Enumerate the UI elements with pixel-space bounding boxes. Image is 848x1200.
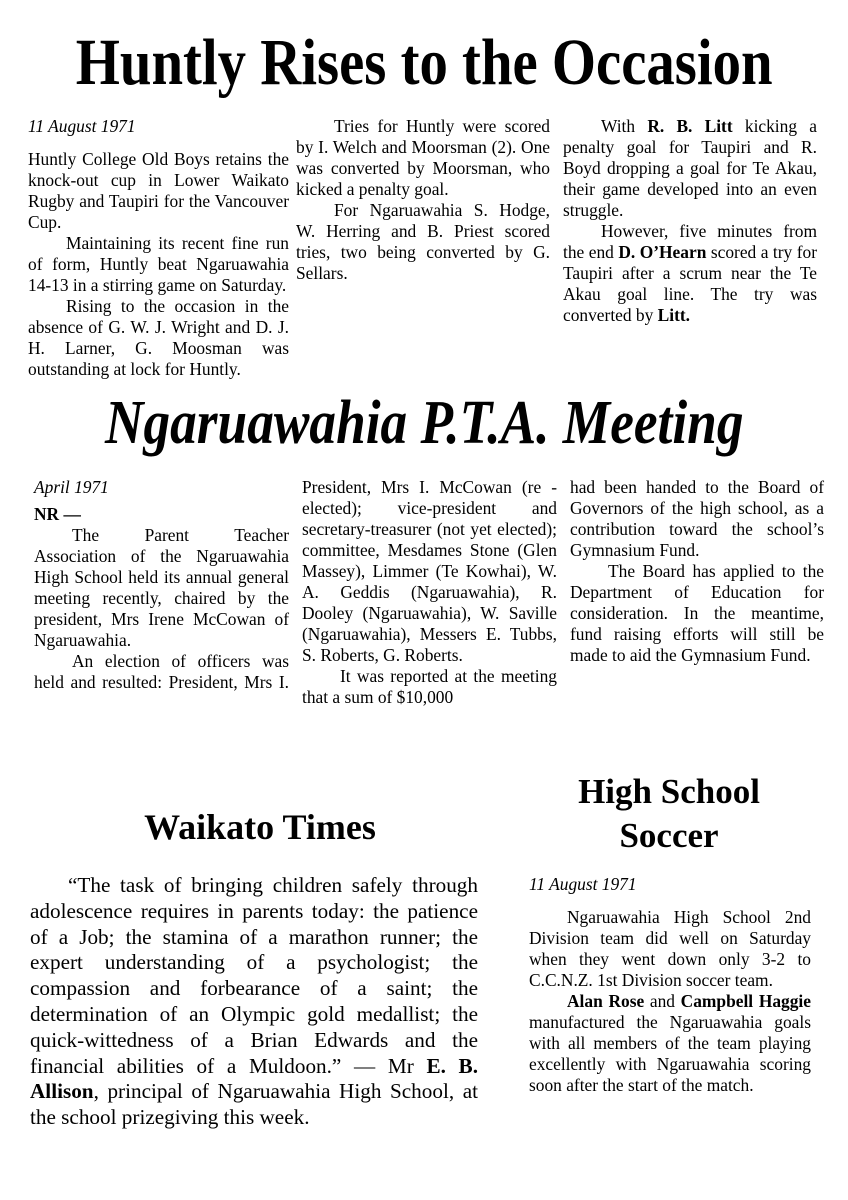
headline-high-school-soccer bbox=[520, 770, 818, 858]
player-name: Campbell Haggie bbox=[680, 991, 811, 1011]
headline-huntly bbox=[0, 26, 848, 99]
article1-paragraph: For Ngaruawahia S. Hodge, W. Herring and B. Priest scored tries, two being converted by G. Sellars. bbox=[296, 200, 550, 283]
headline-text: Ngaruawahia P.T.A. Meeting bbox=[104, 389, 744, 457]
article2-paragraph-continued: had been handed to the Board of Governors of the high school, as a contribution toward the school’s Gymnasium Fund. bbox=[570, 477, 824, 560]
player-name: Alan Rose bbox=[567, 991, 645, 1011]
article2-paragraph: An election of officers was held and resulted: President, Mrs I. bbox=[34, 651, 289, 692]
text: With bbox=[601, 116, 648, 136]
article4-paragraph bbox=[529, 991, 811, 1096]
article1-paragraph: Tries for Huntly were scored by I. Welch and Moorsman (2). One was converted by Moorsman, who kicked a penalty goal. bbox=[296, 116, 550, 199]
article2-paragraph-continued: President, Mrs I. McCowan (re -elected); vice-president and secretary-treasurer (not yet elected); committee, Mesdames Stone (Glen Massey), Limmer (Te Kowhai), W. A. Geddis (Ngaruawahia), R. Dooley (Ngaruawahia), W. Saville (Ngaruawahia), Messers E. Tubbs, S. Roberts, G. Roberts. bbox=[302, 477, 557, 665]
article2-dateline bbox=[34, 504, 289, 525]
text: — Mr bbox=[341, 1053, 427, 1078]
article2-paragraph: It was reported at the meeting that a sum of $10,000 bbox=[302, 666, 557, 707]
dateline: NR — bbox=[34, 504, 81, 524]
article2-date: April 1971 bbox=[34, 477, 109, 497]
player-name: Litt. bbox=[657, 305, 691, 325]
speaker-name: E. B. Allison bbox=[30, 1053, 478, 1104]
article1-paragraph bbox=[563, 116, 817, 221]
text: However, five minutes from the end bbox=[563, 221, 817, 262]
article1-paragraph: Maintaining its recent fine run of form, Huntly beat Ngaruawahia 14-13 in a stirring game on Saturday. bbox=[28, 233, 289, 295]
article2-column-2 bbox=[302, 477, 557, 708]
text: , principal of Ngaruawahia High School, at the school prizegiving this week. bbox=[30, 1079, 478, 1130]
article1-column-2 bbox=[296, 116, 550, 284]
headline-line: High School bbox=[578, 772, 760, 811]
headline-text: Huntly Rises to the Occasion bbox=[75, 26, 773, 99]
article2-column-3 bbox=[570, 477, 824, 666]
article3-quote bbox=[30, 873, 478, 1131]
player-name: R. B. Litt bbox=[647, 116, 733, 136]
article1-date: 11 August 1971 bbox=[28, 116, 136, 136]
article4-paragraph: Ngaruawahia High School 2nd Division team did well on Saturday when they went down only 3-2 to C.C.N.Z. 1st Division soccer team. bbox=[529, 907, 811, 990]
text: manufactured the Ngaruawahia goals with all members of the team playing excellently with Ngaruawahia scoring soon after the start of the match. bbox=[529, 1012, 811, 1095]
player-name: D. O’Hearn bbox=[618, 242, 707, 262]
text: kicking a penalty goal for Taupiri and R. Boyd dropping a goal for Te Akau, their game developed into an even struggle. bbox=[563, 116, 817, 220]
article1-paragraph: Huntly College Old Boys retains the knock-out cup in Lower Waikato Rugby and Taupiri for the Vancouver Cup. bbox=[28, 149, 289, 232]
headline-pta bbox=[0, 389, 848, 457]
article1-paragraph: Rising to the occasion in the absence of G. W. J. Wright and D. J. H. Larner, G. Moosman was outstanding at lock for Huntly. bbox=[28, 296, 289, 379]
article1-column-1 bbox=[28, 116, 289, 380]
article2-column-1 bbox=[34, 477, 289, 693]
article2-paragraph: The Parent Teacher Association of the Ngaruawahia High School held its annual general meeting recently, chaired by the president, Mrs Irene McCowan of Ngaruawahia. bbox=[34, 525, 289, 650]
article4-column bbox=[529, 874, 811, 1096]
article2-paragraph: The Board has applied to the Department of Education for consideration. In the meantime, fund raising efforts will still be made to aid the Gymnasium Fund. bbox=[570, 561, 824, 665]
headline-waikato-times: Waikato Times bbox=[144, 807, 376, 847]
quote-text: “The task of bringing children safely through adolescence requires in parents today: the patience of a Job; the stamina of a marathon runner; the expert understanding of a psychologist; the compassion and forbearance of a saint; the determination of an Olympic gold medallist; the quick-wittedness of a Brian Edwards and the financial abilities of a Muldoon.” bbox=[30, 873, 478, 1078]
text: scored a try for Taupiri after a scrum near the Te Akau goal line. The try was converted by bbox=[563, 242, 818, 325]
text: and bbox=[644, 991, 681, 1011]
quote-paragraph bbox=[30, 873, 478, 1131]
headline-line: Soccer bbox=[619, 816, 719, 855]
article4-date: 11 August 1971 bbox=[529, 874, 637, 894]
article1-paragraph bbox=[563, 221, 817, 326]
article1-column-3 bbox=[563, 116, 817, 326]
